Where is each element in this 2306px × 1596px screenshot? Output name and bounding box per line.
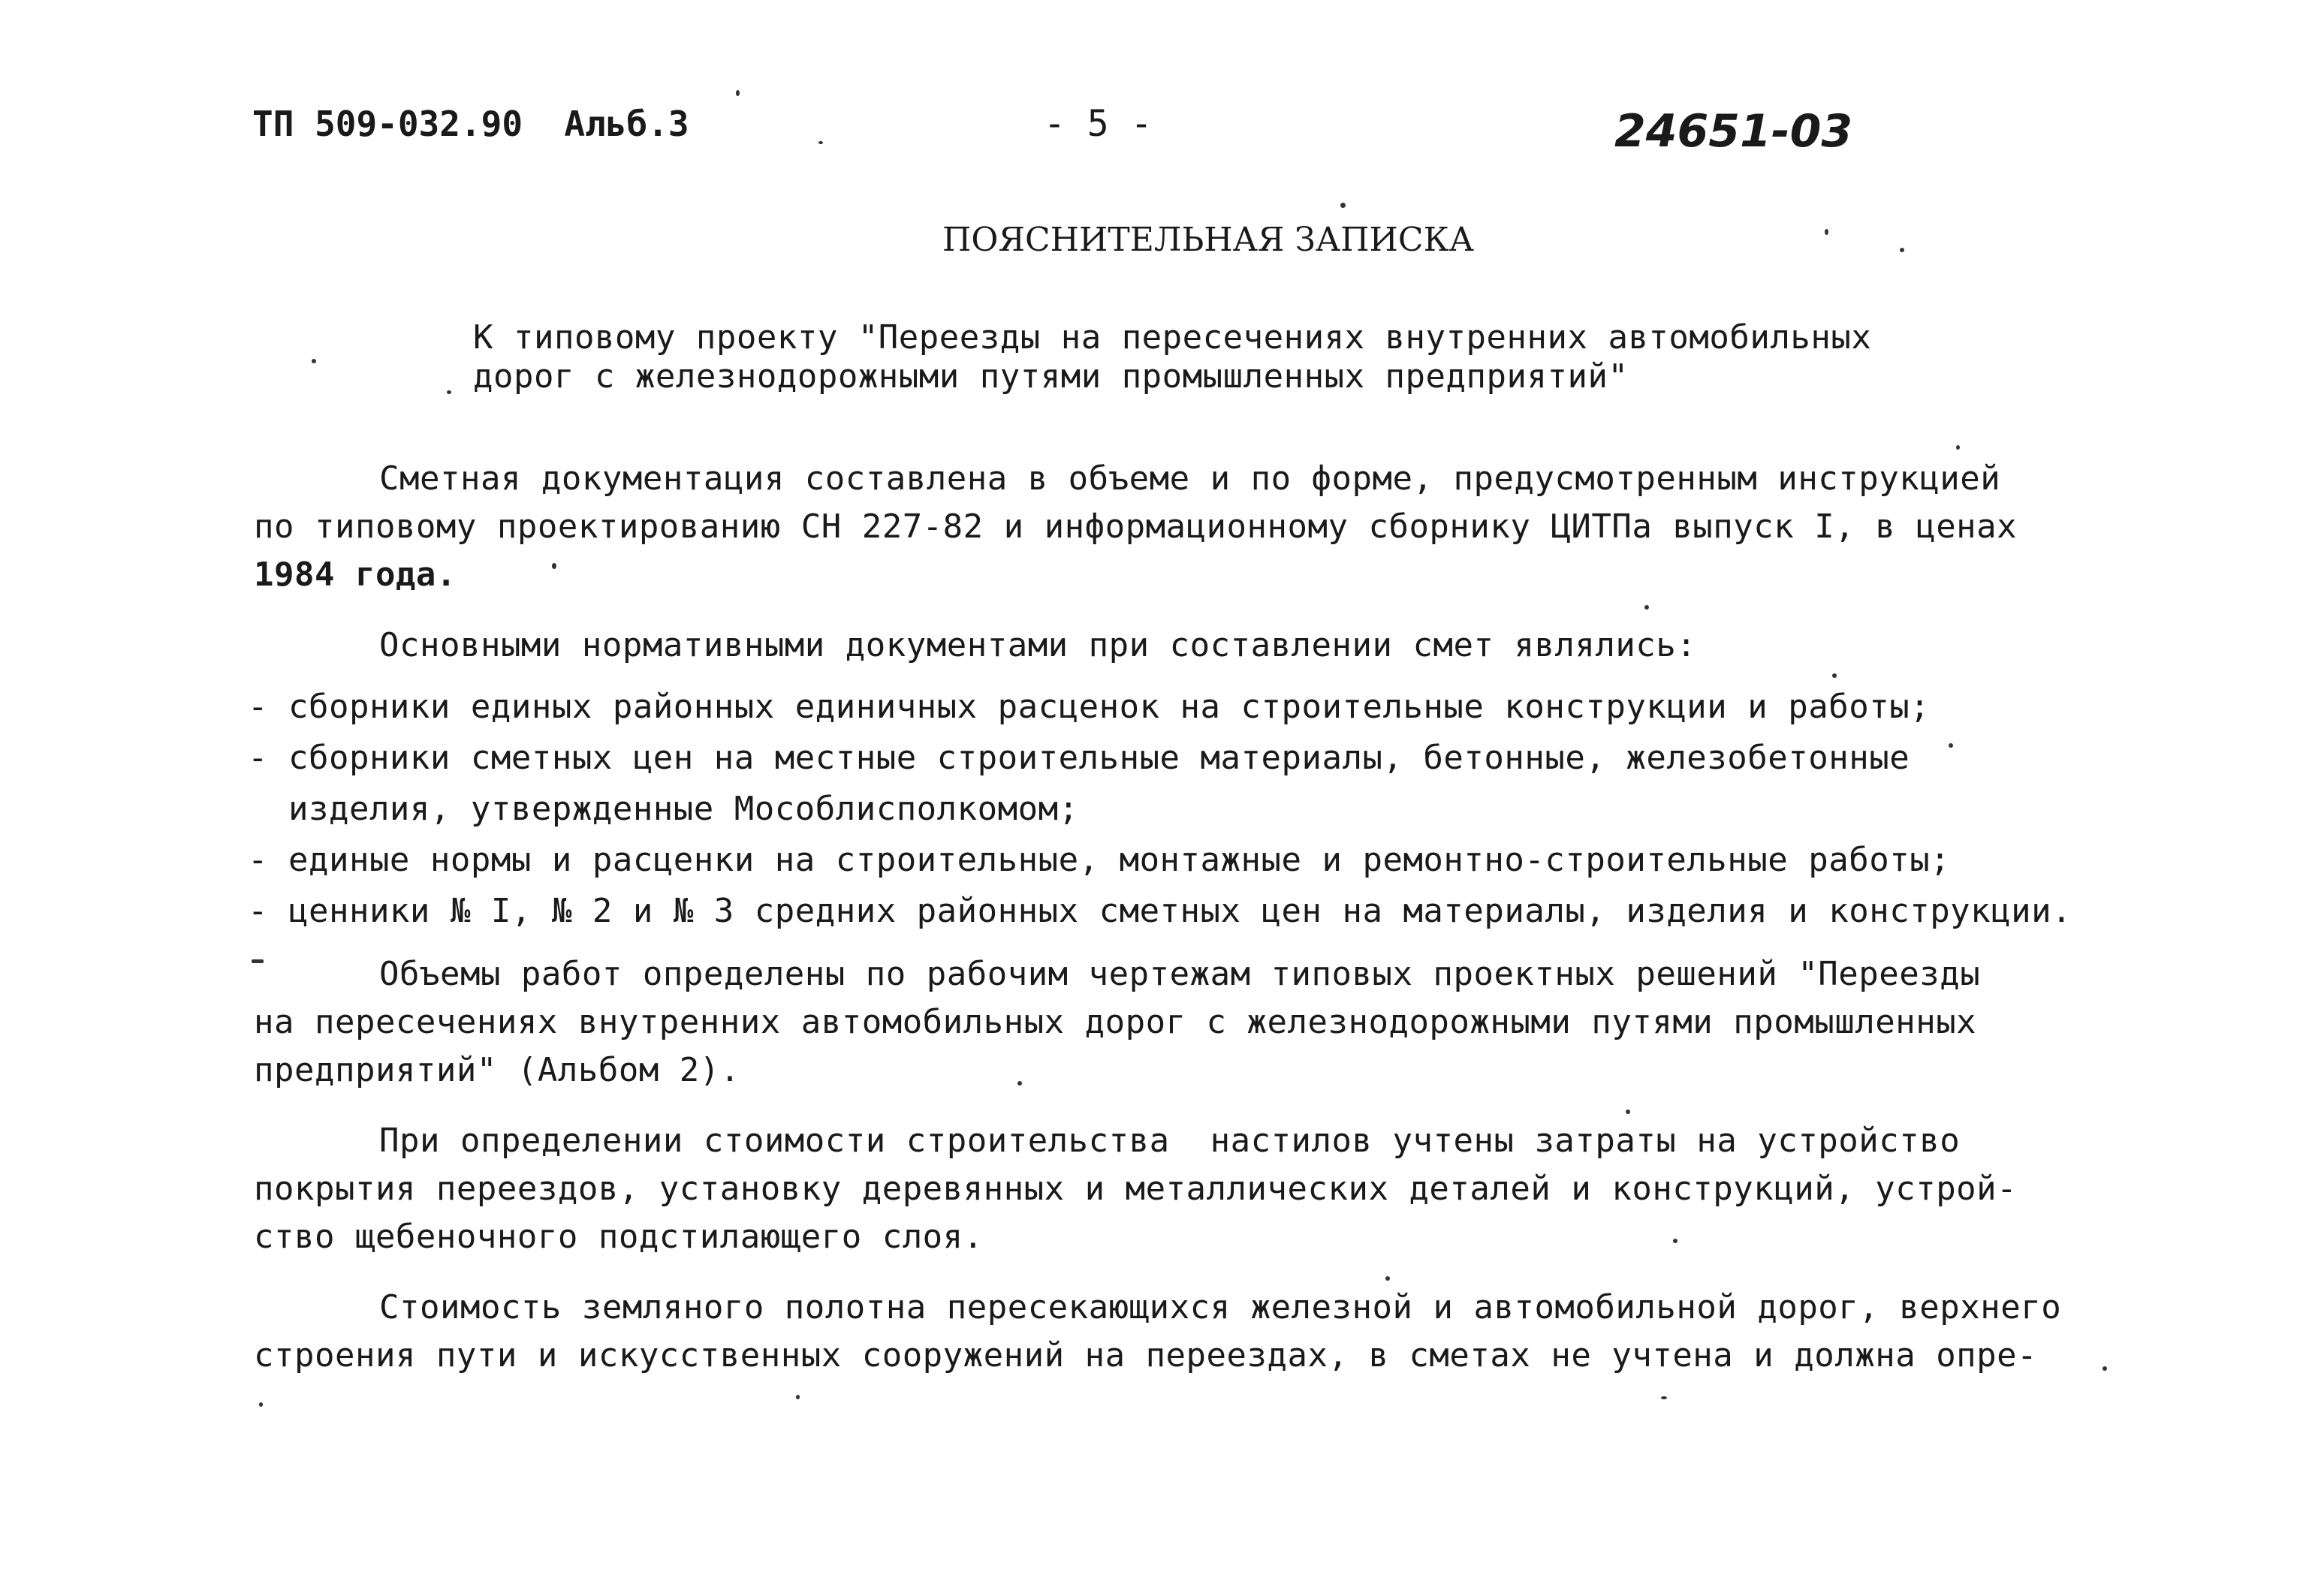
scan-speck	[2103, 1366, 2107, 1371]
scan-speck	[1832, 673, 1837, 678]
scan-speck	[1825, 229, 1828, 235]
paragraph5-line-1: Стоимость земляного полотна пересекающихся железной и автомобильной дорог, верхнего	[379, 1288, 2062, 1326]
paragraph3-line-2: на пересечениях внутренних автомобильных дорог с железнодорожными путями промышленных	[254, 1003, 1977, 1041]
scan-speck	[1626, 1110, 1630, 1114]
paragraph2-intro: Основными нормативными документами при составлении смет являлись:	[379, 626, 1697, 664]
paragraph5-line-2: строения пути и искусственных сооружений на переездах, в сметах не учтена и должна опре-	[254, 1336, 2038, 1375]
list-item-4: - ценники № I, № 2 и № 3 средних районных сметных цен на материалы, изделия и конструкции.	[248, 892, 2072, 930]
scan-speck	[1661, 1396, 1667, 1399]
paragraph4-line-2: покрытия переездов, установку деревянных и металлических деталей и конструкций, устрой-	[254, 1170, 2018, 1208]
paragraph1-line-3: 1984 года.	[254, 556, 457, 594]
scan-speck	[552, 563, 556, 569]
scan-speck	[796, 1395, 800, 1399]
paragraph1-line-2: по типовому проектированию СН 227-82 и информационному сборнику ЦИТПа выпуск I, в ценах	[254, 507, 2018, 546]
scan-speck	[1673, 1239, 1678, 1243]
scan-speck	[1956, 445, 1960, 450]
subtitle-line-1: К типовому проекту "Переезды на пересечениях внутренних автомобильных	[473, 318, 1872, 357]
scan-speck	[1385, 1276, 1390, 1281]
page-number: - 5 -	[1044, 103, 1153, 145]
scan-speck	[818, 141, 823, 144]
paragraph3-line-1: Объемы работ определены по рабочим чертежам типовых проектных решений "Переезды	[379, 955, 1981, 993]
scan-speck	[1340, 203, 1346, 208]
scan-speck	[259, 1402, 263, 1407]
subtitle-line-2: дорог с железнодорожными путями промышленных предприятий"	[473, 357, 1629, 396]
scan-speck	[252, 959, 264, 963]
document-code: ТП 509-032.90 Альб.3	[252, 104, 689, 144]
list-item-1: - сборники единых районных единичных расценок на строительные конструкции и работы;	[248, 688, 1931, 726]
list-item-2-continued: изделия, утвержденные Мособлисполкомом;	[248, 790, 1079, 828]
list-item-2: - сборники сметных цен на местные строительные материалы, бетонные, железобетонные	[248, 739, 1910, 777]
sheet-code: 24651-03	[1614, 105, 1853, 158]
scan-speck	[312, 359, 316, 363]
scan-speck	[1949, 743, 1953, 748]
scan-speck	[1900, 248, 1904, 252]
scan-speck	[447, 390, 451, 394]
document-title: ПОЯСНИТЕЛЬНАЯ ЗАПИСКА	[942, 221, 1474, 259]
list-item-3: - единые нормы и расценки на строительные, монтажные и ремонтно-строительные работы;	[248, 841, 1951, 879]
paragraph1-line-1: Сметная документация составлена в объеме и по форме, предусмотренным инструкцией	[379, 459, 2001, 498]
scan-speck	[1017, 1081, 1022, 1086]
paragraph3-line-3: предприятий" (Альбом 2).	[254, 1051, 740, 1089]
scan-speck	[736, 90, 740, 96]
scan-speck	[1644, 605, 1649, 610]
paragraph4-line-1: При определении стоимости строительства настилов учтены затраты на устройство	[379, 1122, 1961, 1160]
paragraph4-line-3: ство щебеночного подстилающего слоя.	[254, 1218, 984, 1256]
